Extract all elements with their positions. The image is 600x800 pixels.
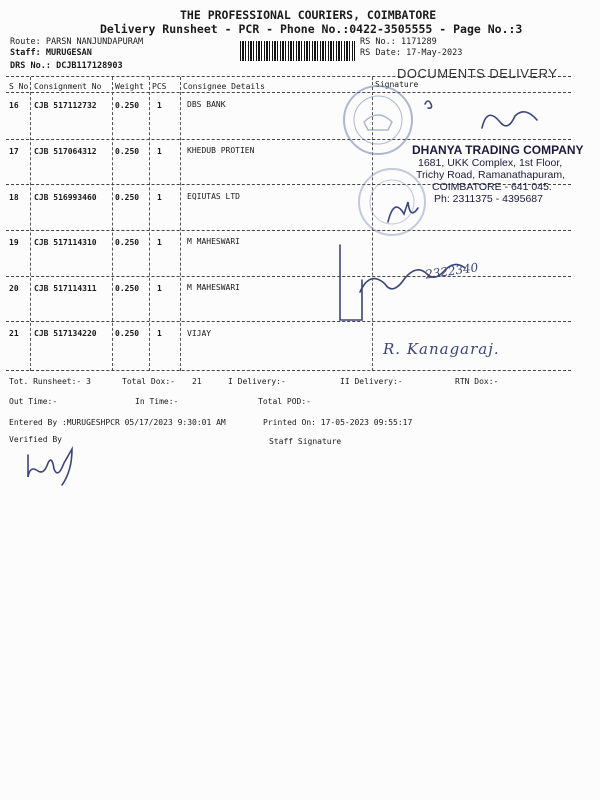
- col-consignment: Consignment No: [34, 82, 102, 91]
- col-sno: S No: [9, 82, 29, 91]
- row-pcs: 1: [157, 329, 162, 338]
- runsheet-subtitle: Delivery Runsheet - PCR - Phone No.:0422-3505555 - Page No.:3: [100, 22, 523, 36]
- verified-by: Verified By: [9, 435, 62, 444]
- row-consignment: CJB 517114311: [34, 284, 97, 293]
- row-sno: 19: [9, 238, 19, 247]
- rs-date-value: 17-May-2023: [406, 48, 463, 58]
- row-consignee: EQIUTAS LTD: [187, 192, 240, 201]
- row-pcs: 1: [157, 284, 162, 293]
- stamp-line-3: Trichy Road, Ramanathapuram,: [416, 169, 566, 181]
- total-dox-label: Total Dox:-: [122, 377, 175, 386]
- row-consignee: VIJAY: [187, 329, 212, 338]
- row-weight: 0.250: [115, 147, 140, 156]
- row-sno: 21: [9, 329, 19, 338]
- col-consignee: Consignee Details: [183, 82, 265, 91]
- rtn-dox: RTN Dox:-: [455, 377, 499, 386]
- row-consignee: M MAHESWARI: [187, 283, 240, 292]
- drs-value: DCJB117128903: [56, 61, 123, 71]
- stamp-line-1: DHANYA TRADING COMPANY: [412, 143, 584, 157]
- verified-signature: [20, 445, 110, 490]
- out-time: Out Time:-: [9, 397, 58, 406]
- row-pcs: 1: [157, 193, 162, 202]
- row-consignment: CJB 517112732: [34, 101, 97, 110]
- staff-value: MURUGESAN: [45, 48, 92, 58]
- row-pcs: 1: [157, 147, 162, 156]
- handwritten-phone: 2322340: [424, 260, 480, 282]
- total-pod: Total POD:-: [258, 397, 311, 406]
- row-sno: 18: [9, 193, 19, 202]
- row-consignment: CJB 517064312: [34, 147, 97, 156]
- staff-signature: Staff Signature: [269, 437, 342, 446]
- row-weight: 0.250: [115, 238, 140, 247]
- row-consignment: CJB 517134220: [34, 329, 97, 338]
- row-consignee: DBS BANK: [187, 100, 226, 109]
- row-weight: 0.250: [115, 193, 140, 202]
- stamp-line-4: COIMBATORE - 641 045.: [432, 181, 552, 193]
- printed-on: Printed On: 17-05-2023 09:55:17: [263, 418, 413, 427]
- row-consignment: CJB 517114310: [34, 238, 97, 247]
- stamp-line-5: Ph: 2311375 - 4395687: [434, 193, 543, 205]
- row-sno: 20: [9, 284, 19, 293]
- rs-date-label: RS Date:: [360, 48, 401, 58]
- route-value: PARSN NANJUNDAPURAM: [45, 37, 144, 47]
- staff-label: Staff:: [10, 48, 41, 58]
- row-sno: 17: [9, 147, 19, 156]
- in-time: In Time:-: [135, 397, 179, 406]
- documents-delivery-stamp: DOCUMENTS DELIVERY: [397, 66, 558, 81]
- company-title: THE PROFESSIONAL COURIERS, COIMBATORE: [180, 8, 437, 22]
- total-dox-value: 21: [192, 377, 202, 386]
- rs-no-label: RS No.:: [360, 37, 396, 47]
- row-weight: 0.250: [115, 101, 140, 110]
- row-consignment: CJB 516993460: [34, 193, 97, 202]
- row-pcs: 1: [157, 238, 162, 247]
- row-sno: 16: [9, 101, 19, 110]
- stamp-line-2: 1681, UKK Complex, 1st Floor,: [418, 157, 563, 169]
- row-weight: 0.250: [115, 284, 140, 293]
- ii-delivery: II Delivery:-: [340, 377, 403, 386]
- row-pcs: 1: [157, 101, 162, 110]
- row-consignee: KHEDUB PROTIEN: [187, 146, 255, 155]
- col-pcs: PCS: [152, 82, 167, 91]
- rs-no-value: 1171289: [400, 37, 437, 47]
- entered-by: Entered By :MURUGESHPCR 05/17/2023 9:30:01 AM: [9, 418, 226, 427]
- col-weight: Weight: [115, 82, 144, 91]
- drs-label: DRS No.:: [10, 61, 51, 71]
- col-signature: Signature: [375, 80, 419, 89]
- tot-runsheet: Tot. Runsheet:- 3: [9, 377, 91, 386]
- row-weight: 0.250: [115, 329, 140, 338]
- handwritten-name: R. Kanagaraj.: [383, 340, 500, 358]
- round-seal: [344, 86, 412, 154]
- row-consignee: M MAHESWARI: [187, 237, 240, 246]
- i-delivery: I Delivery:-: [228, 377, 286, 386]
- route-label: Route:: [10, 37, 41, 47]
